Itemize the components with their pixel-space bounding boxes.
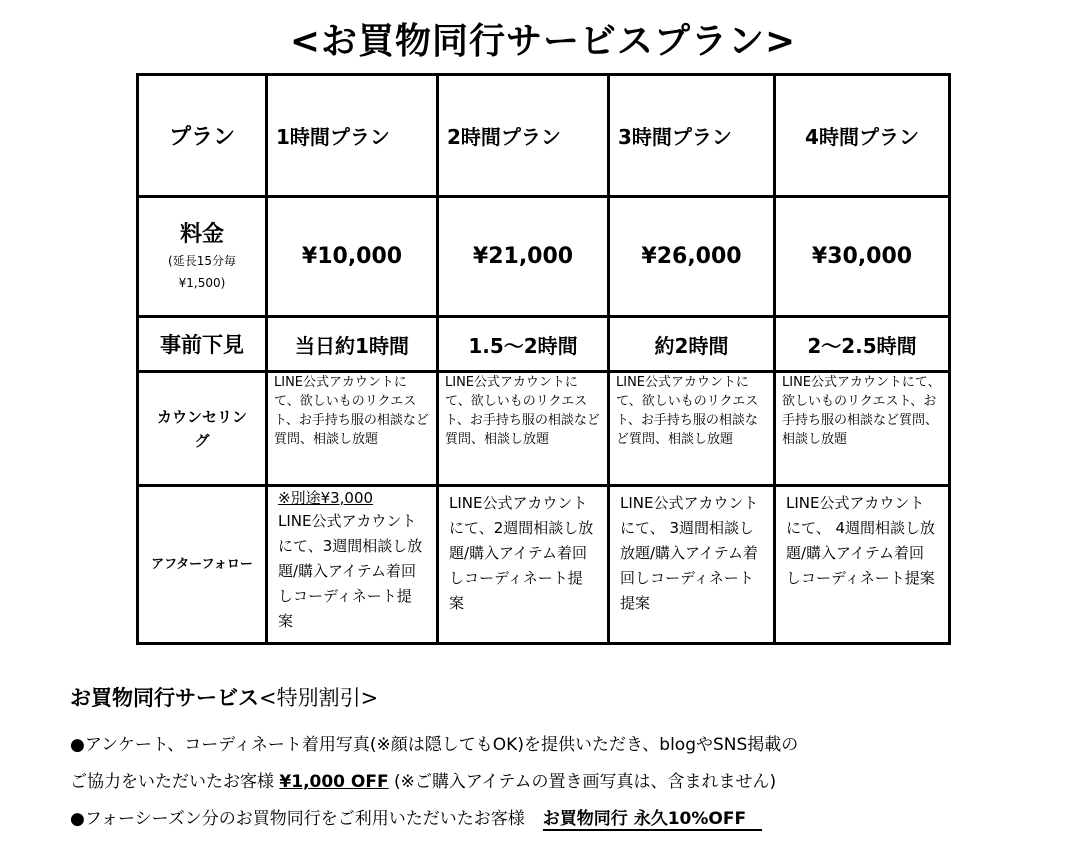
discount-amount: ¥1,000 OFF xyxy=(279,772,389,792)
plan-2-hour: 2時間プラン xyxy=(438,75,609,197)
table-row-counseling xyxy=(138,372,950,486)
discount-four-seasons-line xyxy=(70,806,762,832)
preview-2-hour: 1.5〜2時間 xyxy=(438,317,609,372)
aftercare-1-hour xyxy=(267,486,438,644)
counseling-3-hour: LINE公式アカウントにて、欲しいものリクエスト、お手持ち服の相談など質問、相談し放題 xyxy=(609,372,775,486)
price-2-hour: ¥21,000 xyxy=(438,197,609,317)
discount-survey-note: (※ご購入アイテムの置き画写真は、含まれません) xyxy=(388,772,777,792)
discount-heading-main: お買物同行サービス xyxy=(70,686,259,710)
page-title: <お買物同行サービスプラン> xyxy=(289,21,797,62)
aftercare-1-hour-text: LINE公式アカウントにて、3週間相談し放題/購入アイテム着回しコーディネート提案 xyxy=(278,512,423,630)
aftercare-4-hour: LINE公式アカウントにて、 4週間相談し放題/購入アイテム着回しコーディネート提案 xyxy=(775,486,950,644)
plan-1-hour: 1時間プラン xyxy=(267,75,438,197)
counseling-1-hour: LINE公式アカウントにて、欲しいものリクエスト、お手持ち服の相談など質問、相談し放題 xyxy=(267,372,438,486)
row-label-counseling: カウンセリング xyxy=(138,372,267,486)
discount-survey-line: ●アンケート、コーディネート着用写真(※顔は隠してもOK)を提供いただき、blogやSNS掲載の xyxy=(70,735,799,755)
counseling-4-hour: LINE公式アカウントにて、欲しいものリクエスト、お手持ち服の相談など質問、相談し放題 xyxy=(775,372,950,486)
preview-3-hour: 約2時間 xyxy=(609,317,775,372)
aftercare-2-hour: LINE公式アカウントにて、2週間相談し放題/購入アイテム着回しコーディネート提案 xyxy=(438,486,609,644)
table-row-plan xyxy=(138,75,950,197)
price-extension-note: (延長15分毎 xyxy=(168,253,236,268)
plan-4-hour: 4時間プラン xyxy=(775,75,950,197)
discount-heading xyxy=(70,682,378,712)
counseling-2-hour: LINE公式アカウントにて、欲しいものリクエスト、お手持ち服の相談など質問、相談し放題 xyxy=(438,372,609,486)
table-row-preview xyxy=(138,317,950,372)
price-1-hour: ¥10,000 xyxy=(267,197,438,317)
plan-table xyxy=(136,73,951,645)
preview-4-hour: 2〜2.5時間 xyxy=(775,317,950,372)
permanent-discount: お買物同行 永久10%OFF xyxy=(543,809,762,831)
four-seasons-text: ●フォーシーズン分のお買物同行をご利用いただいたお客様 xyxy=(70,809,525,829)
plan-3-hour: 3時間プラン xyxy=(609,75,775,197)
price-3-hour: ¥26,000 xyxy=(609,197,775,317)
price-4-hour: ¥30,000 xyxy=(775,197,950,317)
row-label-aftercare: アフターフォロー xyxy=(138,486,267,644)
table-row-price xyxy=(138,197,950,317)
discount-survey-line-2 xyxy=(70,769,776,795)
table-row-aftercare xyxy=(138,486,950,644)
discount-survey-text: ご協力をいただいたお客様 xyxy=(70,772,280,792)
price-label: 料金 xyxy=(179,221,224,247)
aftercare-3-hour: LINE公式アカウントにて、 3週間相談し放題/購入アイテム着回しコーディネート提案 xyxy=(609,486,775,644)
row-label-price xyxy=(138,197,267,317)
discount-heading-suffix: <特別割引> xyxy=(259,686,379,710)
aftercare-extra-fee: ※別途¥3,000 xyxy=(278,489,374,507)
row-label-plan: プラン xyxy=(138,75,267,197)
row-label-preview: 事前下見 xyxy=(138,317,267,372)
price-extension-amount: ¥1,500) xyxy=(178,275,226,290)
preview-1-hour: 当日約1時間 xyxy=(267,317,438,372)
